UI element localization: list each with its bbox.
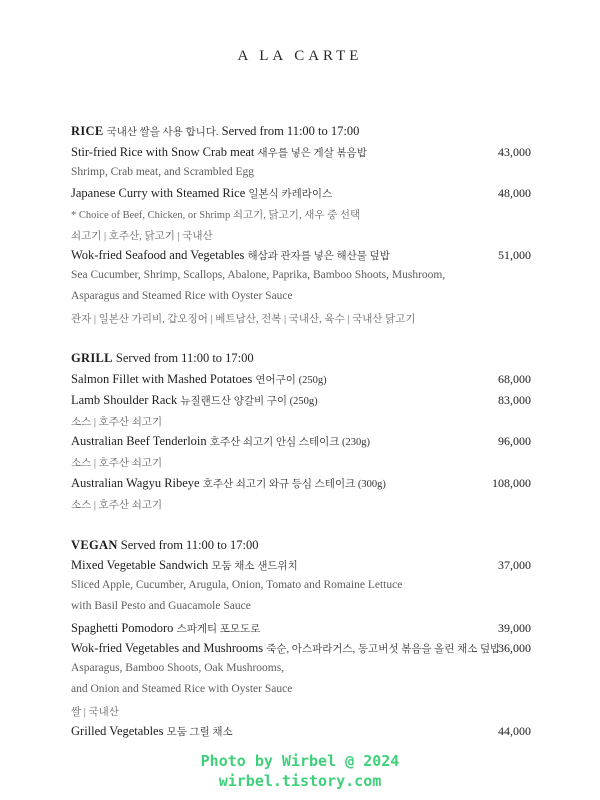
section-hours: Served from 11:00 to 17:00 [221,124,360,138]
page-title: A LA CARTE [237,48,363,64]
section-korean-note: 국내산 쌀을 사용 합니다. [106,127,219,138]
item-name: Wok-fried Seafood and Vegetables [71,248,245,262]
item-origin: 관자 | 일본산 가리비, 갑오징어 | 베트남산, 전복 | 국내산, 육수 | 국내산 닭고기 [71,314,416,325]
item-description: Sea Cucumber, Shrimp, Scallops, Abalone, Paprika, Bamboo Shoots, Mushroom, [71,269,446,281]
menu-item-lamb [71,393,531,413]
item-korean-name: 새우를 넣은 게살 볶음밥 [257,148,367,159]
item-price: 37,000 [498,558,531,572]
item-description: and Onion and Steamed Rice with Oyster Sauce [71,683,293,695]
menu-item-japanese-curry [71,186,531,206]
section-name: RICE [71,124,104,138]
section-header-grill [71,351,531,371]
item-name: Australian Wagyu Ribeye [71,476,200,490]
item-origin: 소스 | 호주산 쇠고기 [71,458,163,469]
item-name: Salmon Fillet with Mashed Potatoes [71,372,253,386]
item-origin: 소스 | 호주산 쇠고기 [71,417,163,428]
section-hours: Served from 11:00 to 17:00 [120,538,259,552]
item-korean-name: 모둠 그릴 채소 [166,727,233,738]
menu-item-seafood-rice [71,248,531,268]
item-name: Wok-fried Vegetables and Mushrooms [71,641,264,655]
menu-item-wok-vegetables [71,641,531,661]
item-price: 51,000 [498,248,531,262]
item-korean-name: 뉴질랜드산 양갈비 구이 (250g) [180,396,318,407]
item-name: Stir-fried Rice with Snow Crab meat [71,145,255,159]
item-price: 43,000 [498,145,531,159]
item-description: Asparagus, Bamboo Shoots, Oak Mushrooms, [71,662,285,674]
item-name: Spaghetti Pomodoro [71,621,174,635]
item-price: 68,000 [498,372,531,386]
watermark-url: wirbel.tistory.com [218,772,382,790]
section-name: VEGAN [71,538,118,552]
item-price: 83,000 [498,393,531,407]
menu-item-crab-rice [71,145,531,165]
menu-item-beef-tenderloin [71,434,531,454]
menu-item-wagyu-ribeye [71,476,531,496]
item-korean-name: 모둠 채소 샌드위치 [211,561,298,572]
item-korean-name: 죽순, 아스파라거스, 동고버섯 볶음을 올린 채소 덮밥 [266,644,501,655]
item-price: 96,000 [498,434,531,448]
menu-item-salmon [71,372,531,392]
item-description: Shrimp, Crab meat, and Scrambled Egg [71,166,255,178]
item-korean-name: 일본식 카레라이스 [248,189,333,200]
section-header-vegan [71,538,531,558]
item-description: Sliced Apple, Cucumber, Arugula, Onion, Tomato and Romaine Lettuce [71,579,403,591]
section-name: GRILL [71,351,113,365]
item-price: 48,000 [498,186,531,200]
item-price: 36,000 [498,641,531,655]
item-price: 108,000 [492,476,531,490]
item-name: Mixed Vegetable Sandwich [71,558,209,572]
item-korean-name: 호주산 쇠고기 와규 등심 스테이크 (300g) [202,479,386,490]
item-origin: 소스 | 호주산 쇠고기 [71,500,163,511]
item-name: Australian Beef Tenderloin [71,434,207,448]
item-description: with Basil Pesto and Guacamole Sauce [71,600,251,612]
item-korean-name: 해삼과 관자를 넣은 해산물 덮밥 [247,251,390,262]
menu-item-spaghetti [71,621,531,641]
item-name: Japanese Curry with Steamed Rice [71,186,246,200]
item-origin: 쌀 | 국내산 [71,707,119,718]
item-price: 39,000 [498,621,531,635]
item-name: Lamb Shoulder Rack [71,393,178,407]
section-hours: Served from 11:00 to 17:00 [115,351,254,365]
item-price: 44,000 [498,724,531,738]
watermark-credit: Photo by Wirbel @ 2024 [200,752,400,770]
item-description: Asparagus and Steamed Rice with Oyster Sauce [71,290,293,302]
item-choice-note: * Choice of Beef, Chicken, or Shrimp 쇠고기, 닭고기, 새우 중 선택 [71,210,361,221]
menu-item-vegetable-sandwich [71,558,531,578]
item-name: Grilled Vegetables [71,724,164,738]
item-korean-name: 연어구이 (250g) [255,375,327,386]
section-header-rice [71,124,531,144]
menu-item-grilled-vegetables [71,724,531,744]
item-origin: 쇠고기 | 호주산, 닭고기 | 국내산 [71,231,213,242]
item-korean-name: 스파게티 포모도로 [176,624,261,635]
item-korean-name: 호주산 쇠고기 안심 스테이크 (230g) [209,437,371,448]
